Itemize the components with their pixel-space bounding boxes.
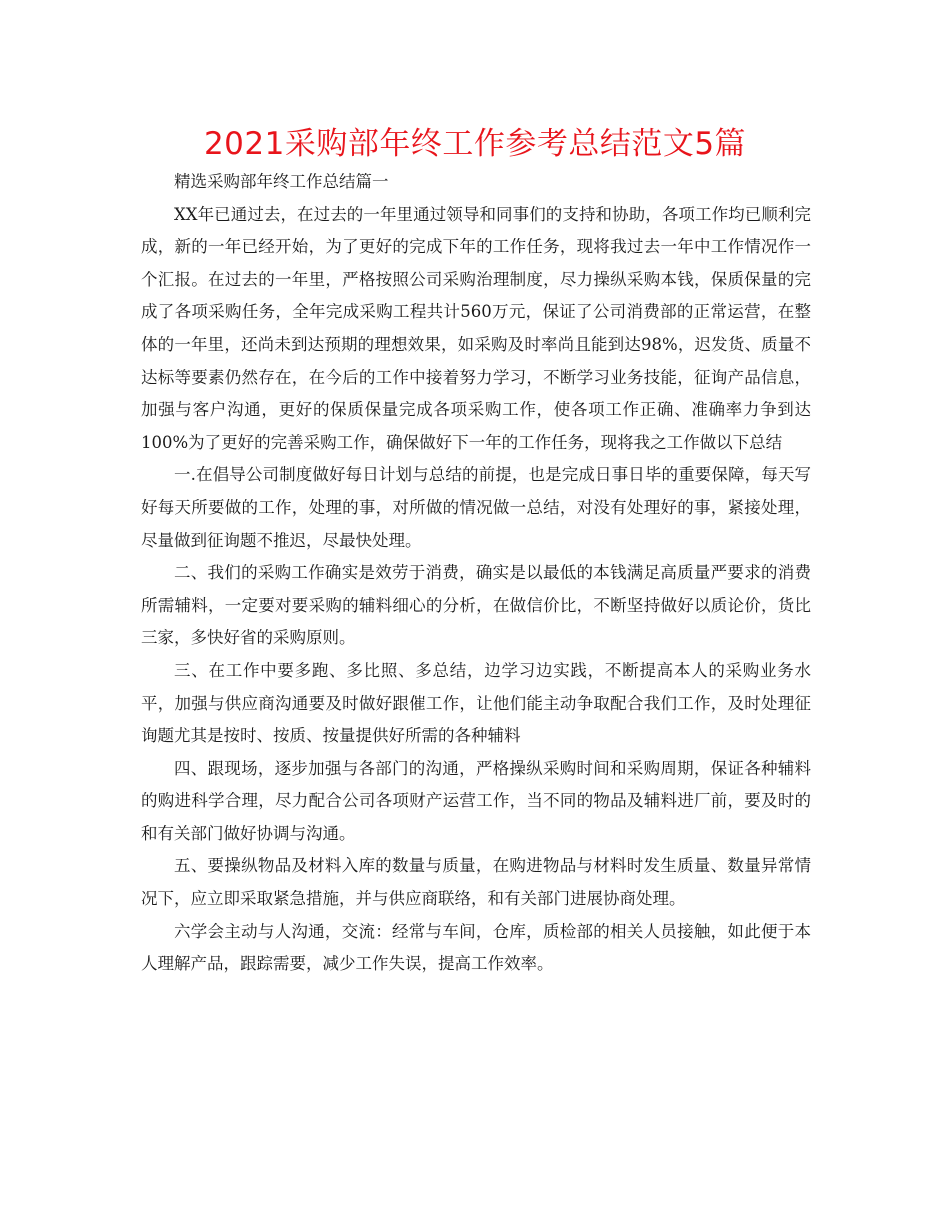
body-paragraph: 四、跟现场，逐步加强与各部门的沟通，严格操纵采购时间和采购周期，保证各种辅料的购进科学合理，尽力配合公司各项财产运营工作，当不同的物品及辅料进厂前，要及时的和有关部门做好协调与沟通。 <box>141 758 811 843</box>
body-paragraph: 六学会主动与人沟通，交流：经常与车间，仓库，质检部的相关人员接触，如此便于本人理解产品，跟踪需要，减少工作失误，提高工作效率。 <box>141 921 811 974</box>
document-body <box>141 166 811 981</box>
section-heading: 精选采购部年终工作总结篇一 <box>174 172 389 191</box>
body-paragraph: 三、在工作中要多跑、多比照、多总结，边学习边实践，不断提高本人的采购业务水平，加强与供应商沟通要及时做好跟催工作，让他们能主动争取配合我们工作，及时处理征询题尤其是按时、按质、按量提供好所需的各种辅料 <box>141 660 811 746</box>
document-title: 2021采购部年终工作参考总结范文5篇 <box>203 126 747 162</box>
body-paragraph: 一.在倡导公司制度做好每日计划与总结的前提，也是完成日事日毕的重要保障，每天写好每天所要做的工作，处理的事，对所做的情况做一总结，对没有处理好的事，紧接处理，尽量做到征询题不推迟，尽最快处理。 <box>141 465 811 550</box>
body-paragraph: 二、我们的采购工作确实是效劳于消费，确实是以最低的本钱满足高质量严要求的消费所需辅料，一定要对要采购的辅料细心的分析，在做信价比，不断坚持做好以质论价，货比三家，多快好省的采购原则。 <box>141 563 811 648</box>
body-paragraph: 五、要操纵物品及材料入库的数量与质量，在购进物品与材料时发生质量、数量异常情况下，应立即采取紧急措施，并与供应商联络，和有关部门进展协商处理。 <box>141 856 811 909</box>
body-paragraph: XX年已通过去，在过去的一年里通过领导和同事们的支持和协助，各项工作均已顺利完成，新的一年已经开始，为了更好的完成下年的工作任务，现将我过去一年中工作情况作一个汇报。在过去的一年里，严格按照公司采购治理制度，尽力操纵采购本钱，保质保量的完成了各项采购任务，全年完成采购工程共计560万元，保证了公司消费部的正常运营，在整体的一年里，还尚未到达预期的理想效果，如采购及时率尚且能到达98%，迟发货、质量不达标等要素仍然存在，在今后的工作中接着努力学习，不断学习业务技能，征询产品信息，加强与客户沟通，更好的保质保量完成各项采购工作，使各项工作正确、准确率力争到达100%为了更好的完善采购工作，确保做好下一年的工作任务，现将我之工作做以下总结 <box>141 204 811 452</box>
